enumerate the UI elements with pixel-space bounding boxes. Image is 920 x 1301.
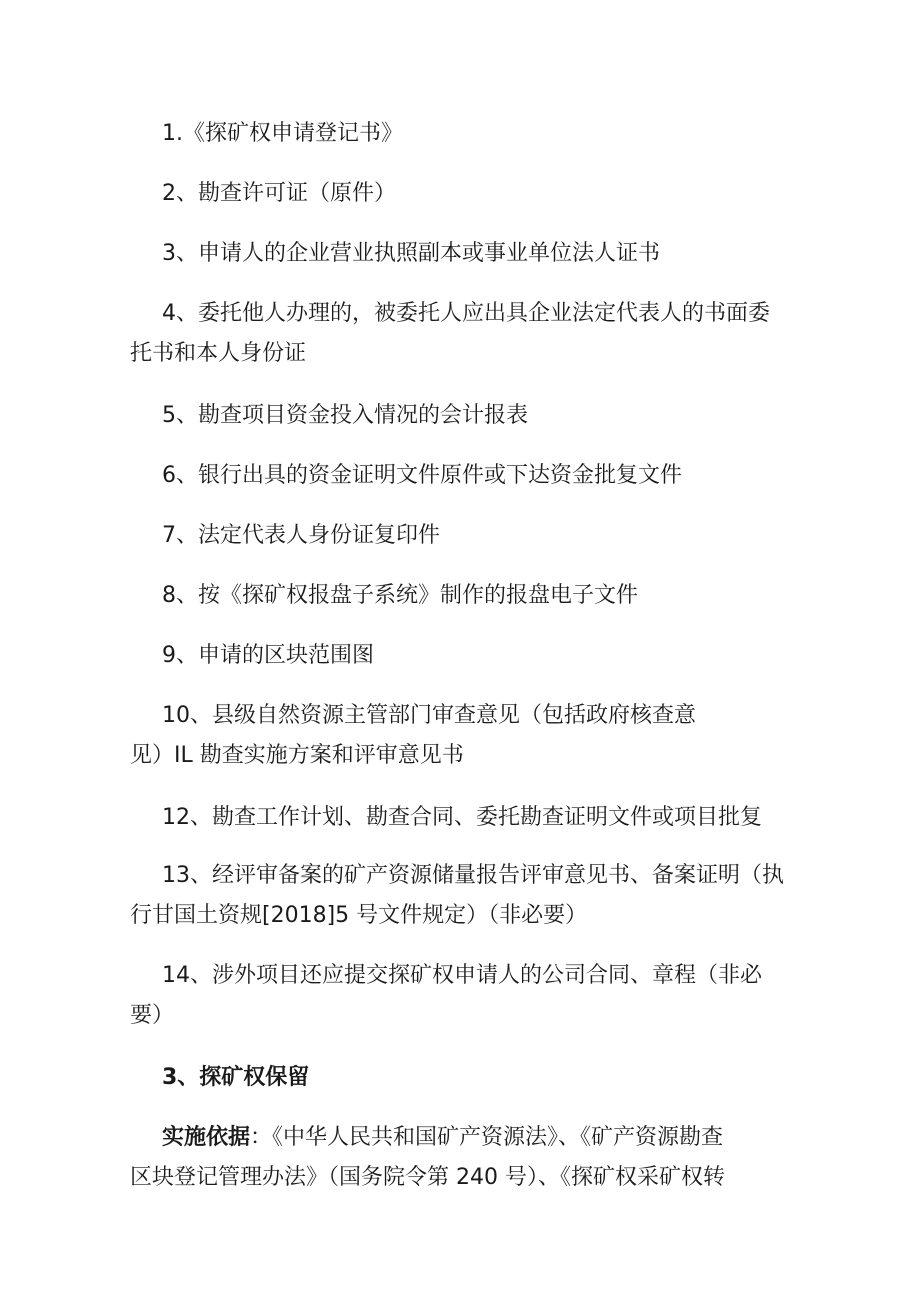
list-item-text-cont: 行甘国土资规[2018]5 号文件规定）（非必要） bbox=[130, 903, 588, 928]
list-item bbox=[130, 636, 832, 676]
list-item-text: 13、经评审备案的矿产资源储量报告评审意见书、备案证明（执 bbox=[162, 863, 784, 888]
list-item-text: 12、勘查工作计划、勘查合同、委托勘查证明文件或项目批复 bbox=[162, 805, 762, 830]
basis-line-2: 区块登记管理办法》（国务院令第 240 号）、《探矿权采矿权转 bbox=[130, 1165, 725, 1190]
basis-line-1 bbox=[130, 1118, 800, 1158]
list-item-text: 14、涉外项目还应提交探矿权申请人的公司合同、章程（非必 bbox=[162, 963, 762, 988]
list-item bbox=[130, 114, 832, 154]
list-item bbox=[130, 516, 832, 556]
list-item-text: 2、勘查许可证（原件） bbox=[162, 181, 396, 206]
list-item-text: 7、法定代表人身份证复印件 bbox=[162, 523, 440, 548]
basis-label: 实施依据 bbox=[162, 1125, 251, 1150]
list-item bbox=[130, 696, 800, 776]
list-item bbox=[130, 576, 832, 616]
list-item bbox=[130, 234, 832, 274]
list-item-text-cont: 要） bbox=[130, 1003, 175, 1028]
list-item bbox=[130, 174, 832, 214]
list-item-text: 10、县级自然资源主管部门审查意见（包括政府核查意 bbox=[162, 703, 696, 728]
section-heading-text: 3、探矿权保留 bbox=[162, 1065, 310, 1090]
list-item-text: 9、申请的区块范围图 bbox=[162, 643, 374, 668]
list-item bbox=[130, 396, 832, 436]
list-item-text: 5、勘查项目资金投入情况的会计报表 bbox=[162, 403, 528, 428]
list-item bbox=[130, 798, 832, 838]
basis-paragraph bbox=[130, 1118, 800, 1198]
list-item-text: 3、申请人的企业营业执照副本或事业单位法人证书 bbox=[162, 241, 660, 266]
list-item bbox=[130, 456, 832, 496]
list-item-text: 8、按《探矿权报盘子系统》制作的报盘电子文件 bbox=[162, 583, 638, 608]
basis-text-1: 《中华人民共和国矿产资源法》、《矿产资源勘查 bbox=[272, 1125, 724, 1150]
list-item-text-cont: 见）IL 勘查实施方案和评审意见书 bbox=[130, 743, 464, 768]
list-item bbox=[130, 956, 800, 1036]
list-item bbox=[130, 294, 800, 374]
list-item-text: 1.《探矿权申请登记书》 bbox=[162, 121, 403, 146]
section-heading bbox=[130, 1058, 832, 1098]
list-item-text: 4、委托他人办理的，被委托人应出具企业法定代表人的书面委 bbox=[162, 301, 770, 326]
basis-colon: ： bbox=[250, 1125, 273, 1150]
list-item-text-cont: 托书和本人身份证 bbox=[130, 341, 307, 366]
list-item bbox=[130, 856, 800, 936]
list-item-text: 6、银行出具的资金证明文件原件或下达资金批复文件 bbox=[162, 463, 682, 488]
